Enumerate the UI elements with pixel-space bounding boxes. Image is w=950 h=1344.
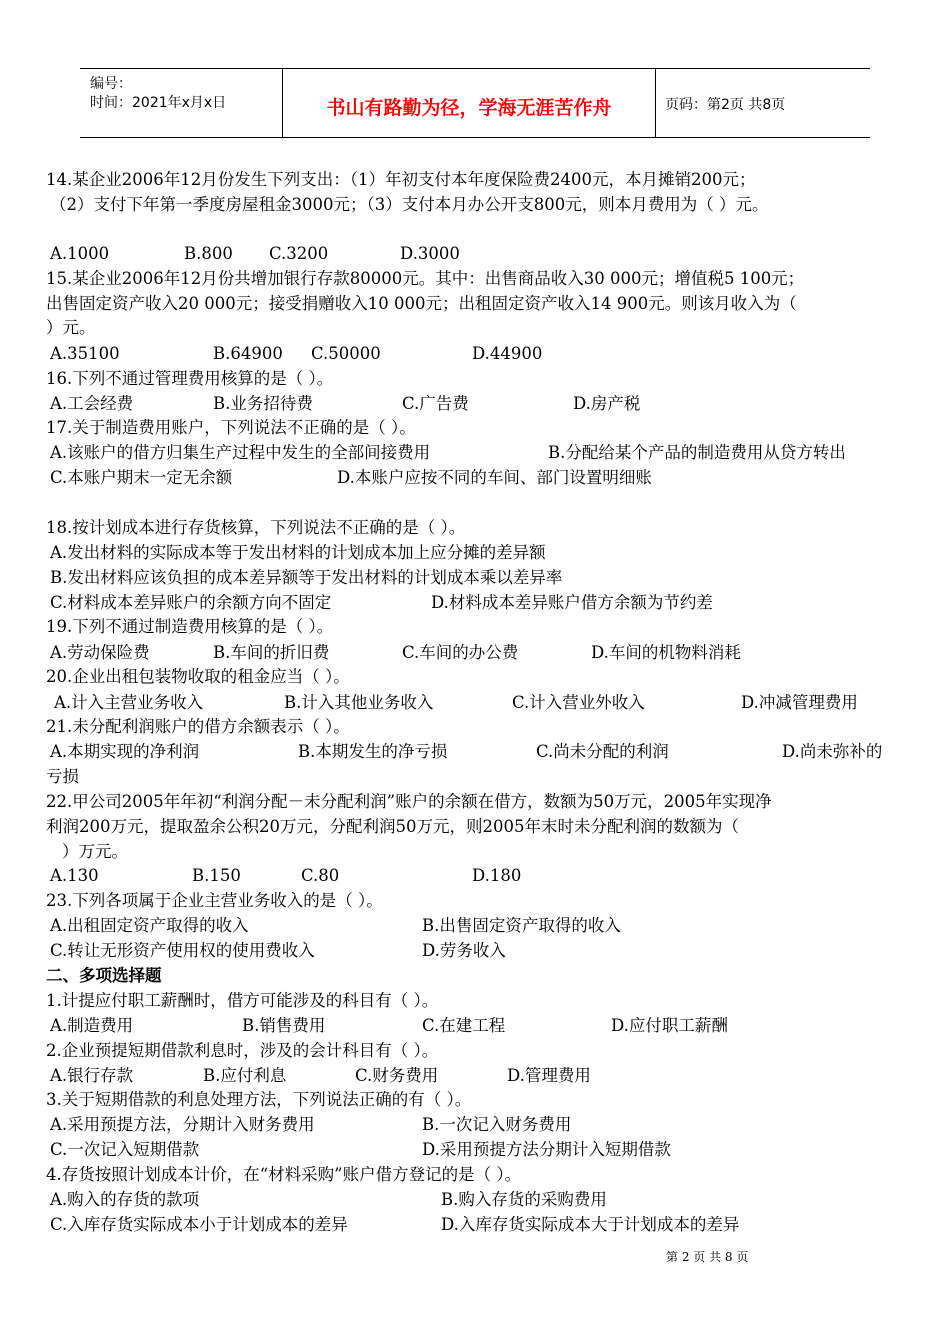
code-label: 编号： [90,76,132,92]
m1-option-d: D.应付职工薪酬 [611,1016,728,1035]
q22-option-b: B.150 [192,866,241,885]
q14-option-d: D.3000 [400,244,460,263]
q21-option-b: B.本期发生的净亏损 [298,742,448,761]
q19-option-b: B.车间的折旧费 [213,643,330,662]
q22-stem-1: 22.甲公司2005年年初“利润分配－未分配利润”账户的余额在借方，数额为50万元，2005年实现净 [46,792,772,811]
m1-stem: 1.计提应付职工薪酬时，借方可能涉及的科目有（ ）。 [46,991,439,1010]
m4-option-a: A.购入的存货的款项 [50,1190,200,1209]
m3-option-a: A.采用预提方法，分期计入财务费用 [50,1115,315,1134]
m3-option-b: B.一次记入财务费用 [422,1115,572,1134]
header-meta [80,69,282,137]
q20-option-c: C.计入营业外收入 [512,693,645,712]
m1-option-b: B.销售费用 [242,1016,326,1035]
q20-option-b: B.计入其他业务收入 [284,693,434,712]
time-label: 时间：2021年x月x日 [90,95,227,111]
q14-option-c: C.3200 [269,244,329,263]
q17-option-a: A.该账户的借方归集生产过程中发生的全部间接费用 [50,443,431,462]
q14-stem-1: 14.某企业2006年12月份发生下列支出：（1）年初支付本年度保险费2400元，本月摊销200元； [46,170,756,189]
m3-option-d: D.采用预提方法分期计入短期借款 [422,1140,671,1159]
page-header [80,68,870,138]
motto: 书山有路勤为径，学海无涯苦作舟 [326,97,612,119]
q23-option-a: A.出租固定资产取得的收入 [50,916,249,935]
m4-stem: 4.存货按照计划成本计价，在“材料采购”账户借方登记的是（ ）。 [46,1165,522,1184]
q18-option-c: C.材料成本差异账户的余额方向不固定 [50,593,332,612]
section-heading: 二、多项选择题 [46,966,162,985]
q19-option-a: A.劳动保险费 [50,643,150,662]
q21-option-d: D.尚未弥补的 [782,742,883,761]
m1-option-c: C.在建工程 [422,1016,506,1035]
q20-option-a: A.计入主营业务收入 [54,693,204,712]
page-code: 页码：第2页 共8页 [665,97,786,113]
m2-option-a: A.银行存款 [50,1066,134,1085]
q19-option-c: C.车间的办公费 [402,643,519,662]
q14-stem-2: （2）支付下年第一季度房屋租金3000元；（3）支付本月办公开支800元，则本月费用为（ ）元。 [50,195,769,214]
page-footer: 第 2 页 共 8 页 [666,1250,749,1264]
q15-stem-3: ）元。 [46,318,96,337]
q23-stem: 23.下列各项属于企业主营业务收入的是（ ）。 [46,891,383,910]
m4-option-c: C.入库存货实际成本小于计划成本的差异 [50,1215,348,1234]
q21-option-a: A.本期实现的净利润 [50,742,200,761]
q17-option-d: D.本账户应按不同的车间、部门设置明细账 [337,468,652,487]
q21-option-d-cont: 亏损 [46,767,79,786]
m4-option-d: D.入库存货实际成本大于计划成本的差异 [441,1215,740,1234]
q22-option-c: C.80 [301,866,340,885]
q22-stem-3: ）万元。 [62,842,128,861]
q17-option-b: B.分配给某个产品的制造费用从贷方转出 [548,443,846,462]
q17-option-c: C.本账户期末一定无余额 [50,468,233,487]
m2-option-d: D.管理费用 [507,1066,591,1085]
q18-option-b: B.发出材料应该负担的成本差异额等于发出材料的计划成本乘以差异率 [50,568,563,587]
m3-option-c: C.一次记入短期借款 [50,1140,200,1159]
q21-option-c: C.尚未分配的利润 [536,742,669,761]
m3-stem: 3.关于短期借款的利息处理方法，下列说法正确的有（ ）。 [46,1090,472,1109]
q15-stem-2: 出售固定资产收入20 000元；接受捐赠收入10 000元；出租固定资产收入14 900元。则该月收入为（ [46,294,797,313]
q16-option-a: A.工会经费 [50,394,134,413]
q23-option-c: C.转让无形资产使用权的使用费收入 [50,941,315,960]
m4-option-b: B.购入存货的采购费用 [441,1190,607,1209]
q22-stem-2: 利润200万元，提取盈余公积20万元，分配利润50万元，则2005年末时未分配利润的数额为（ [46,817,739,836]
q22-option-a: A.130 [50,866,99,885]
header-motto-cell [282,69,656,137]
q16-option-d: D.房产税 [573,394,641,413]
q15-option-b: B.64900 [213,344,283,363]
q17-stem: 17.关于制造费用账户，下列说法不正确的是（ ）。 [46,418,416,437]
q15-option-a: A.35100 [50,344,120,363]
q18-option-d: D.材料成本差异账户借方余额为节约差 [431,593,713,612]
m1-option-a: A.制造费用 [50,1016,134,1035]
q15-stem-1: 15.某企业2006年12月份共增加银行存款80000元。其中：出售商品收入30 000元；增值税5 100元； [46,269,805,288]
q20-option-d: D.冲减管理费用 [741,693,858,712]
q18-stem: 18.按计划成本进行存货核算，下列说法不正确的是（ ）。 [46,518,466,537]
m2-stem: 2.企业预提短期借款利息时，涉及的会计科目有（ ）。 [46,1041,439,1060]
q22-option-d: D.180 [472,866,522,885]
q19-option-d: D.车间的机物料消耗 [591,643,741,662]
q23-option-d: D.劳务收入 [422,941,506,960]
q14-option-a: A.1000 [50,244,110,263]
q16-option-b: B.业务招待费 [213,394,313,413]
header-page-cell [655,69,870,137]
q15-option-d: D.44900 [472,344,543,363]
q21-stem: 21.未分配利润账户的借方余额表示（ ）。 [46,717,350,736]
m2-option-b: B.应付利息 [203,1066,287,1085]
q16-option-c: C.广告费 [402,394,469,413]
q23-option-b: B.出售固定资产取得的收入 [422,916,621,935]
m2-option-c: C.财务费用 [355,1066,439,1085]
q14-option-b: B.800 [184,244,233,263]
q15-option-c: C.50000 [311,344,381,363]
q18-option-a: A.发出材料的实际成本等于发出材料的计划成本加上应分摊的差异额 [50,543,546,562]
q19-stem: 19.下列不通过制造费用核算的是（ ）。 [46,617,334,636]
q20-stem: 20.企业出租包装物收取的租金应当（ ）。 [46,667,350,686]
q16-stem: 16.下列不通过管理费用核算的是（ ）。 [46,369,334,388]
